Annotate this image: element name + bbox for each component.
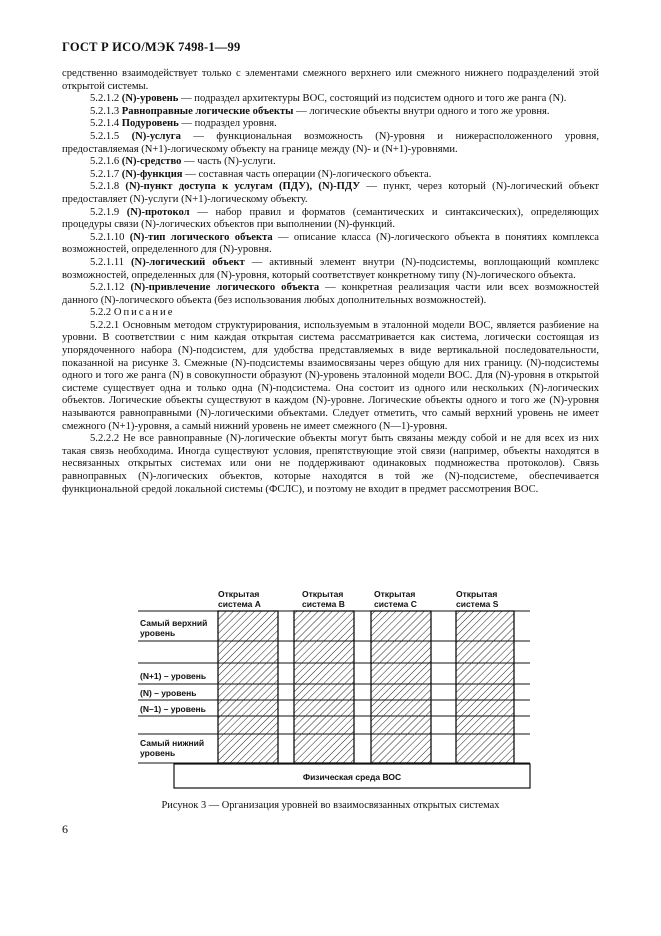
definition-item: [62, 169, 599, 182]
system-s-label: Открытая система S: [456, 589, 499, 609]
definition-number: 5.2.1.2: [90, 93, 120, 105]
figure-3: [138, 586, 538, 797]
definition-item: [62, 282, 599, 307]
system-a-label: Открытая система А: [218, 589, 261, 609]
definition-text: — составная часть операции (N)-логического объекта.: [182, 168, 432, 180]
definition-text: — логические объекты внутри одного и того же уровня.: [293, 105, 550, 117]
paragraph-5-2-2-1: 5.2.2.1 Основным методом структурирования, используемым в эталонной модели ВОС, является разбиение на уровни. В соответствии с ним каждая открытая система рассматривается как система, логически состоящая из упорядоченного набора (N)-подсистем, для удобства представляемых в виде вертикальной последовательности, показанной на рисунке 3. Смежные (N)-подсистемы взаимосвязаны через общую для них границу. (N)-подсистемы одного и того же ранга (N) в совокупности образуют (N)-уровень эталонной модели ВОС. Для (N)-уровня в открытой системе существует одна и только одна (N)-подсистема. Она состоит из одного или нескольких (N)-логических объектов. Логические объекты существуют в каждом (N)-уровне. Логические объекты одного и того же (N)-уровня называются равноправными (N)-логическими объектами. Следует отметить, что самый верхний уровень не имеет смежного (N+1)-уровня, а самый нижний уровень не имеет смежного (N—1)-уровня.: [62, 319, 599, 432]
physical-medium-label: Физическая среда ВОС: [302, 772, 402, 782]
definition-item: [62, 232, 599, 257]
definition-term: (N)-услуга: [131, 130, 181, 142]
definition-number: 5.2.1.8: [90, 181, 120, 193]
section-title: Описание: [113, 307, 175, 319]
definition-text: — конкретная реализация части или всех возможностей данного (N)-логического объекта (без использования любых дополнительных возможностей).: [62, 282, 600, 306]
definition-term: Подуровень: [121, 118, 179, 130]
document-header: ГОСТ Р ИСО/МЭК 7498-1—99: [62, 40, 241, 54]
definition-text: — активный элемент внутри (N)-подсистемы, воплощающий комплекс возможностей, определенных для (N)-уровня, который соответствует конкретному типу (N)-логического объекта.: [62, 256, 599, 281]
intro-paragraph: средственно взаимодействует только с элементами смежного верхнего или смежного нижнего подразделений этой открытой системы.: [62, 68, 599, 92]
definition-number: 5.2.1.10: [90, 231, 125, 243]
definition-item: [62, 181, 599, 206]
definitions-list: [62, 93, 599, 307]
definition-item: [62, 156, 599, 169]
definition-text: — часть (N)-услуги.: [181, 156, 276, 168]
level-n-minus-1-label: (N–1) – уровень: [140, 704, 206, 714]
definition-term: (N)-привлечение логического объекта: [130, 282, 320, 294]
layers-diagram: [138, 586, 538, 792]
definition-item: [62, 93, 599, 106]
definition-text: — подраздел уровня.: [178, 118, 277, 130]
paragraph-5-2-2-2: 5.2.2.2 Не все равноправные (N)-логические объекты могут быть связаны между собой и не для всех из них такая связь необходима. Иногда существуют условия, препятствующие этой связи (например, объекты находятся в несвязанных открытых системах или они не поддерживают одинаковых подмножества протоколов). Связь равноправных (N)-логических объектов, которые находятся в той же (N)-подсистеме, обеспечивается функциональной средой локальной системы (ФСЛС), и поэтому не входит в предмет рассмотрения ВОС.: [62, 433, 599, 495]
definition-text: — описание класса (N)-логического объекта в понятиях комплекса возможностей, определенного для (N)-уровня.: [62, 231, 599, 256]
level-bottom-label: Самый нижний уровень: [140, 738, 205, 758]
definition-term: (N)-функция: [121, 168, 183, 180]
definition-term: (N)-тип логического объекта: [129, 231, 273, 243]
section-number: 5.2.2: [90, 307, 112, 319]
system-b-column: [294, 611, 354, 763]
page-number: 6: [62, 822, 68, 836]
definition-number: 5.2.1.12: [90, 282, 125, 294]
system-a-column: [218, 611, 278, 763]
level-top-label: Самый верхний уровень: [140, 618, 208, 638]
level-n-label: (N) – уровень: [140, 688, 197, 698]
definition-number: 5.2.1.9: [90, 206, 120, 218]
definition-item: [62, 106, 599, 119]
definition-term: (N)-пункт доступа к услугам (ПДУ), (N)-ПДУ: [125, 181, 361, 193]
system-c-label: Открытая система С: [374, 589, 417, 609]
definition-text: — функциональная возможность (N)-уровня и нижерасположенного уровня, предоставляемая (N+1)-логическому объекту на границе между (N)- и (N+1)-уровнями.: [62, 130, 599, 155]
definition-term: (N)-средство: [121, 156, 182, 168]
definition-number: 5.2.1.3: [90, 105, 120, 117]
system-b-label: Открытая система В: [302, 589, 345, 609]
level-n-plus-1-label: (N+1) – уровень: [140, 671, 207, 681]
system-c-column: [371, 611, 431, 763]
definition-item: [62, 118, 599, 131]
definition-term: Равноправные логические объекты: [121, 105, 294, 117]
section-heading: [62, 307, 599, 320]
definition-text: — подраздел архитектуры ВОС, состоящий из подсистем одного и того же ранга (N).: [178, 93, 567, 105]
definition-term: (N)-логический объект: [131, 256, 245, 268]
definition-item: [62, 257, 599, 282]
definition-number: 5.2.1.11: [90, 256, 125, 268]
system-s-column: [456, 611, 514, 763]
definition-text: — пункт, через который (N)-логический объект предоставляет (N)-услуги (N+1)-логическому объекту.: [62, 181, 599, 205]
definition-term: (N)-протокол: [126, 206, 190, 218]
definition-item: [62, 131, 599, 156]
definition-number: 5.2.1.6: [90, 156, 120, 168]
definition-number: 5.2.1.4: [90, 118, 120, 130]
definition-number: 5.2.1.7: [90, 168, 120, 180]
definition-number: 5.2.1.5: [90, 130, 120, 142]
definition-item: [62, 207, 599, 232]
document-body: [62, 68, 599, 496]
definition-text: — набор правил и форматов (семантических и синтаксических), определяющих процедуры связи (N)-логических объектов при выполнении (N)-функций.: [62, 206, 599, 231]
figure-caption: Рисунок 3 — Организация уровней во взаимосвязанных открытых системах: [161, 800, 500, 811]
definition-term: (N)-уровень: [121, 93, 179, 105]
